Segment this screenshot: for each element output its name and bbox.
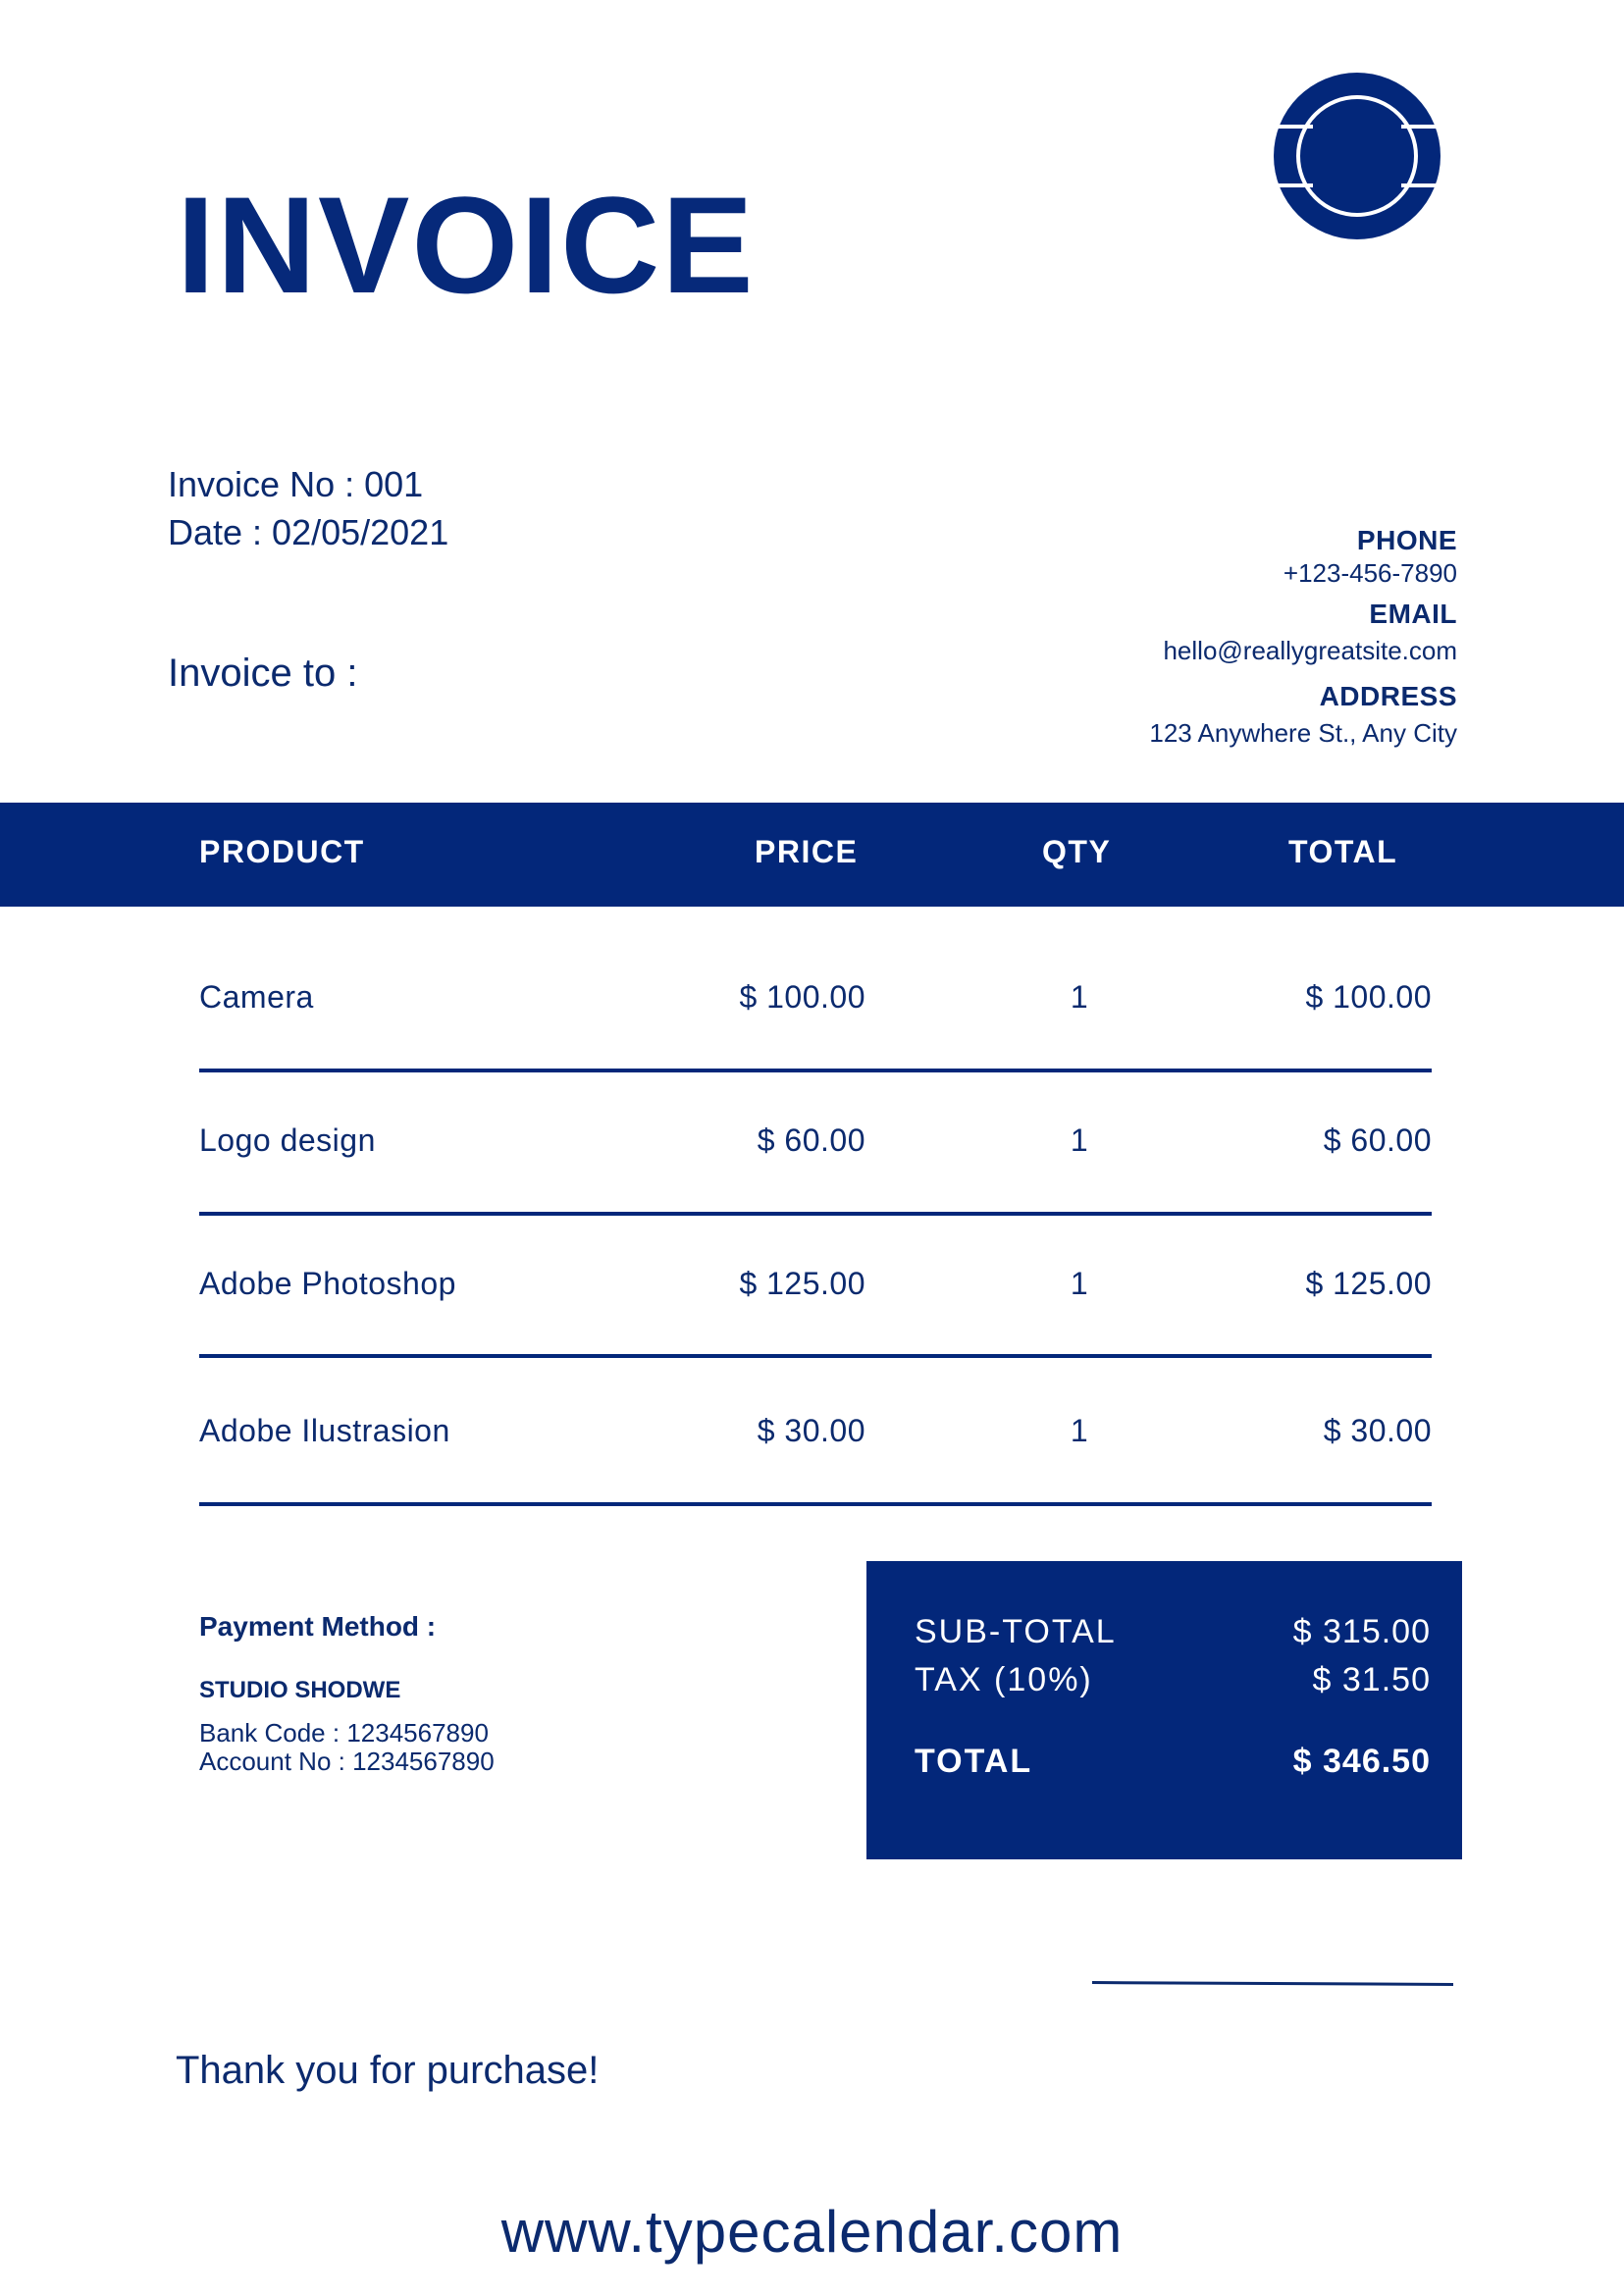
footer-website: www.typecalendar.com [500, 2199, 1124, 2265]
subtotal-value: $ 315.00 [1292, 1613, 1431, 1650]
row-product: Adobe Photoshop [199, 1266, 456, 1301]
tax-label: TAX (10%) [915, 1661, 1093, 1698]
contact-email [1163, 599, 1457, 666]
invoice-number: Invoice No : 001 [168, 464, 424, 504]
email-label: EMAIL [1369, 599, 1457, 629]
row-price: $ 30.00 [757, 1413, 865, 1448]
payment-method-title: Payment Method : [199, 1611, 437, 1642]
row-price: $ 100.00 [739, 979, 865, 1015]
row-qty: 1 [1070, 1122, 1089, 1158]
row-qty: 1 [1070, 979, 1089, 1015]
phone-label: PHONE [1356, 525, 1457, 555]
address-value: 123 Anywhere St., Any City [1149, 718, 1457, 748]
row-total: $ 100.00 [1305, 979, 1432, 1015]
row-total: $ 125.00 [1305, 1266, 1432, 1301]
account-number: Account No : 1234567890 [199, 1747, 495, 1776]
row-divider [199, 1069, 1432, 1072]
row-price: $ 125.00 [739, 1266, 865, 1301]
row-qty: 1 [1070, 1413, 1089, 1448]
phone-value: +123-456-7890 [1283, 558, 1457, 588]
invoice-date: Date : 02/05/2021 [168, 512, 449, 552]
row-divider [199, 1354, 1432, 1358]
total-label: TOTAL [915, 1743, 1033, 1780]
payment-name: STUDIO SHODWE [199, 1677, 401, 1703]
row-divider [199, 1212, 1432, 1216]
column-header-qty: QTY [1042, 834, 1112, 869]
invoice-to-label: Invoice to : [168, 652, 358, 695]
email-value: hello@reallygreatsite.com [1163, 636, 1457, 665]
row-price: $ 60.00 [757, 1122, 865, 1158]
total-value: $ 346.50 [1292, 1743, 1431, 1780]
totals-box [866, 1561, 1462, 1859]
address-label: ADDRESS [1319, 681, 1457, 711]
subtotal-label: SUB-TOTAL [915, 1613, 1117, 1650]
thank-you-message: Thank you for purchase! [176, 2049, 600, 2092]
circle-logo-icon [1274, 73, 1441, 239]
contact-phone [1283, 525, 1457, 589]
row-total: $ 60.00 [1323, 1122, 1432, 1158]
invoice-title: INVOICE [177, 168, 756, 322]
row-product: Adobe Ilustrasion [199, 1413, 450, 1448]
row-product: Camera [199, 979, 314, 1015]
contact-address [1149, 681, 1457, 749]
signature-line [1092, 1981, 1453, 1986]
bank-code: Bank Code : 1234567890 [199, 1718, 489, 1748]
column-header-product: PRODUCT [199, 834, 365, 869]
column-header-total: TOTAL [1288, 834, 1398, 869]
row-qty: 1 [1070, 1266, 1089, 1301]
row-product: Logo design [199, 1122, 376, 1158]
column-header-price: PRICE [755, 834, 859, 869]
row-total: $ 30.00 [1323, 1413, 1432, 1448]
tax-value: $ 31.50 [1312, 1661, 1431, 1698]
row-divider [199, 1502, 1432, 1506]
